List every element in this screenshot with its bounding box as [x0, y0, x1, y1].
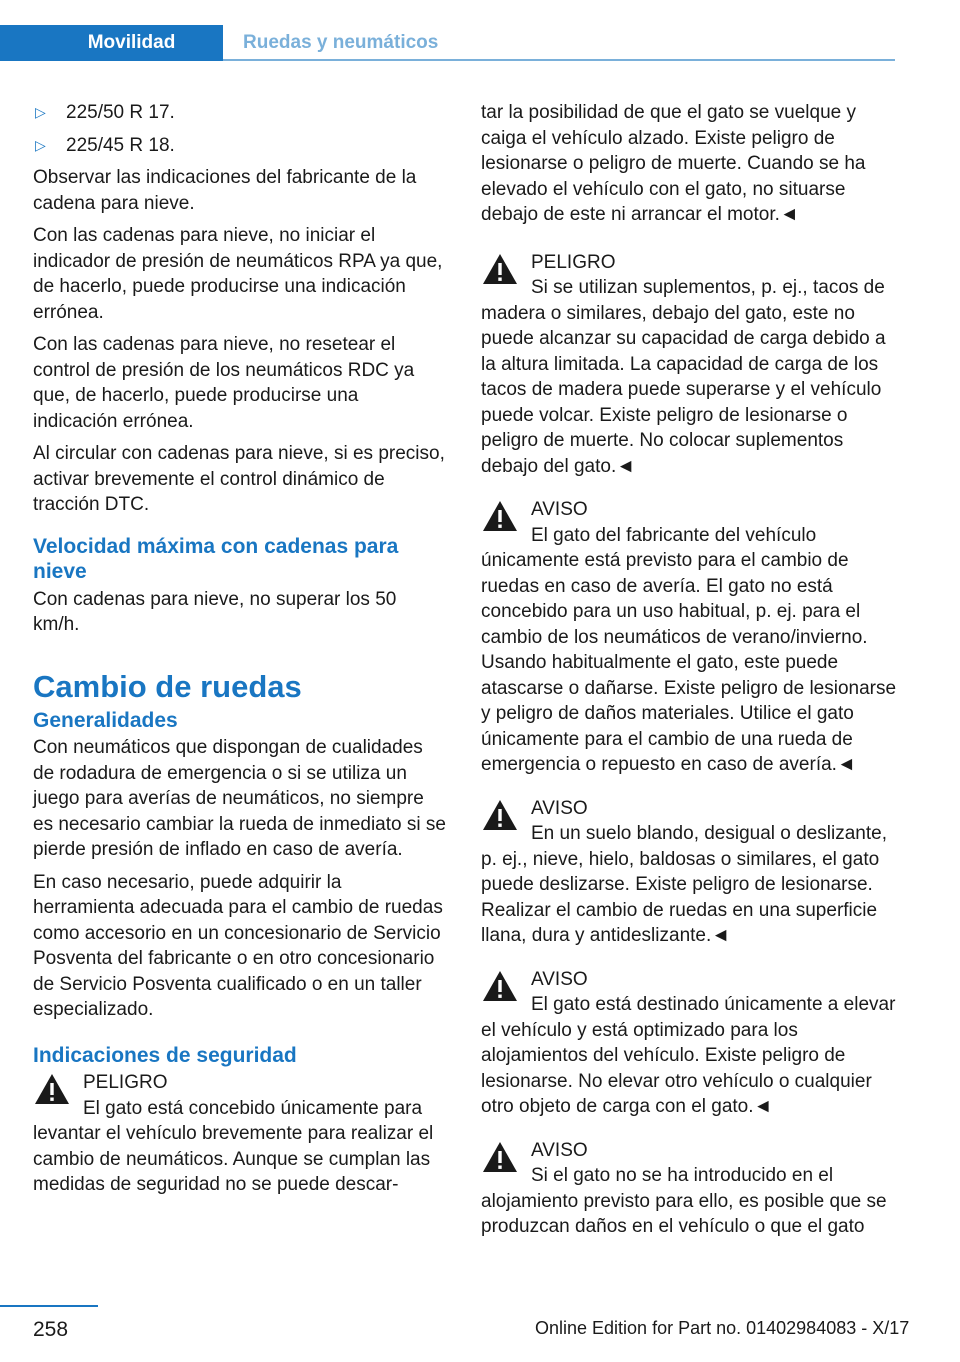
- notice-text: El gato está concebido únicamente para levantar el vehículo brevemente para realizar el cambio de neumáticos. Aunque se cumplan las medidas de seguridad no se puede descar-: [33, 1097, 434, 1195]
- triangle-bullet-icon: ▷: [35, 104, 46, 120]
- safety-notice: [481, 497, 897, 778]
- safety-notice: [481, 967, 897, 1120]
- notice-kind: PELIGRO: [531, 251, 616, 273]
- warning-triangle-icon: [481, 252, 519, 286]
- right-column: [481, 100, 897, 1258]
- paragraph: Al circular con cadenas para nieve, si es preciso, activar brevemente el control dinámico de tracción DTC.: [33, 443, 445, 515]
- warning-triangle-icon: [33, 1072, 71, 1106]
- notice-kind: AVISO: [531, 797, 588, 819]
- notice-kind: AVISO: [531, 1139, 588, 1161]
- triangle-bullet-icon: ▷: [35, 136, 46, 153]
- list-item: ▷ 225/45 R 18.: [33, 133, 448, 159]
- heading-safety: Indicaciones de seguridad: [33, 1043, 297, 1067]
- header-rule: [223, 59, 895, 61]
- notice-text: Si el gato no se ha introducido en el alojamiento previsto para ello, es posible que se produzcan daños en el vehículo o que el gato: [481, 1165, 887, 1237]
- notice-text: El gato está destinado únicamente a elevar el vehículo y está optimizado para los alojamientos del vehículo. Existe peligro de lesionarse. No elevar otro vehículo o cualquier otro objeto de carga con el gato.◄: [481, 994, 896, 1117]
- edition-footer: Online Edition for Part no. 01402984083 - X/17: [535, 1318, 910, 1338]
- section-tab-active: Movilidad: [0, 25, 223, 61]
- paragraph: En caso necesario, puede adquirir la herramienta adecuada para el cambio de ruedas como accesorio en un concesionario de Servicio Posventa del fabricante o en otro concesionario de Servicio Posventa cualificado o en un taller especializado.: [33, 871, 443, 1020]
- paragraph: Observar las indicaciones del fabricante de la cadena para nieve.: [33, 167, 417, 214]
- safety-notice: [33, 1070, 448, 1198]
- notice-kind: AVISO: [531, 499, 588, 520]
- heading-speed: Velocidad máxima con cadenas para nieve: [33, 534, 399, 583]
- paragraph: Con las cadenas para nieve, no resetear el control de presión de los neumáticos RDC ya que, de hacerlo, puede producirse una indicación errónea.: [33, 334, 415, 432]
- safety-notice: [481, 250, 897, 480]
- left-column: [33, 100, 448, 1216]
- page-number-rule: [0, 1305, 98, 1307]
- notice-text: Si se utilizan suplementos, p. ej., tacos de madera o similares, debajo del gato, este no puede alcanzar su capacidad de carga debido a la altura limitada. La capacidad de carga de los tacos de madera puede superarse y el vehículo puede volcar. Existe peligro de lesionarse o peligro de muerte. No colocar suplementos debajo del gato.◄: [481, 277, 886, 477]
- safety-notice: [481, 796, 897, 949]
- header-tabs: [0, 25, 438, 61]
- list-item: ▷ 225/50 R 17.: [33, 100, 448, 126]
- notice-text: El gato del fabricante del vehículo únicamente está previsto para el cambio de ruedas en caso de avería. El gato no está concebido para un uso habitual, p. ej. para el cambio de los neumáticos de verano/invierno. Usando habitualmente el gato, este puede atascarse o dañarse. Existe peligro de lesionarse y peligro de daños materiales. Utilice el gato únicamente para el cambio de una rueda de emergencia o repuesto en caso de avería.◄: [481, 524, 897, 775]
- warning-triangle-icon: [481, 1140, 519, 1174]
- paragraph: Con las cadenas para nieve, no iniciar el indicador de presión de neumáticos RPA ya que, de hacerlo, puede producirse una indicación errónea.: [33, 225, 443, 323]
- warning-triangle-icon: [481, 798, 519, 832]
- heading-general: Generalidades: [33, 708, 178, 732]
- notice-text: En un suelo blando, desigual o deslizante, p. ej., nieve, hielo, baldosas o similares, el gato puede deslizarse. Existe peligro de lesionarse. Realizar el cambio de ruedas en una superficie llana, dura y antideslizante.◄: [481, 823, 887, 946]
- heading-main: Cambio de ruedas: [33, 668, 302, 704]
- safety-notice: [481, 1138, 897, 1240]
- paragraph: Con neumáticos que dispongan de cualidades de rodadura de emergencia o si se utiliza un juego para averías de neumáticos, no siempre es necesario cambiar la rueda de inmediato si se pierde presión de inflado en caso de avería.: [33, 737, 446, 860]
- paragraph: Con cadenas para nieve, no superar los 50 km/h.: [33, 588, 397, 635]
- notice-kind: PELIGRO: [83, 1072, 168, 1093]
- notice-kind: AVISO: [531, 968, 588, 990]
- section-tab-inactive: Ruedas y neumáticos: [243, 32, 439, 53]
- paragraph: tar la posibilidad de que el gato se vuelque y caiga el vehículo alzado. Existe peligro de lesionarse o peligro de muerte. Cuando se ha elevado el vehículo con el gato, no situarse debajo de este ni arrancar el motor.◄: [481, 102, 866, 225]
- warning-triangle-icon: [481, 499, 519, 533]
- warning-triangle-icon: [481, 969, 519, 1003]
- page-number: 258: [33, 1318, 69, 1341]
